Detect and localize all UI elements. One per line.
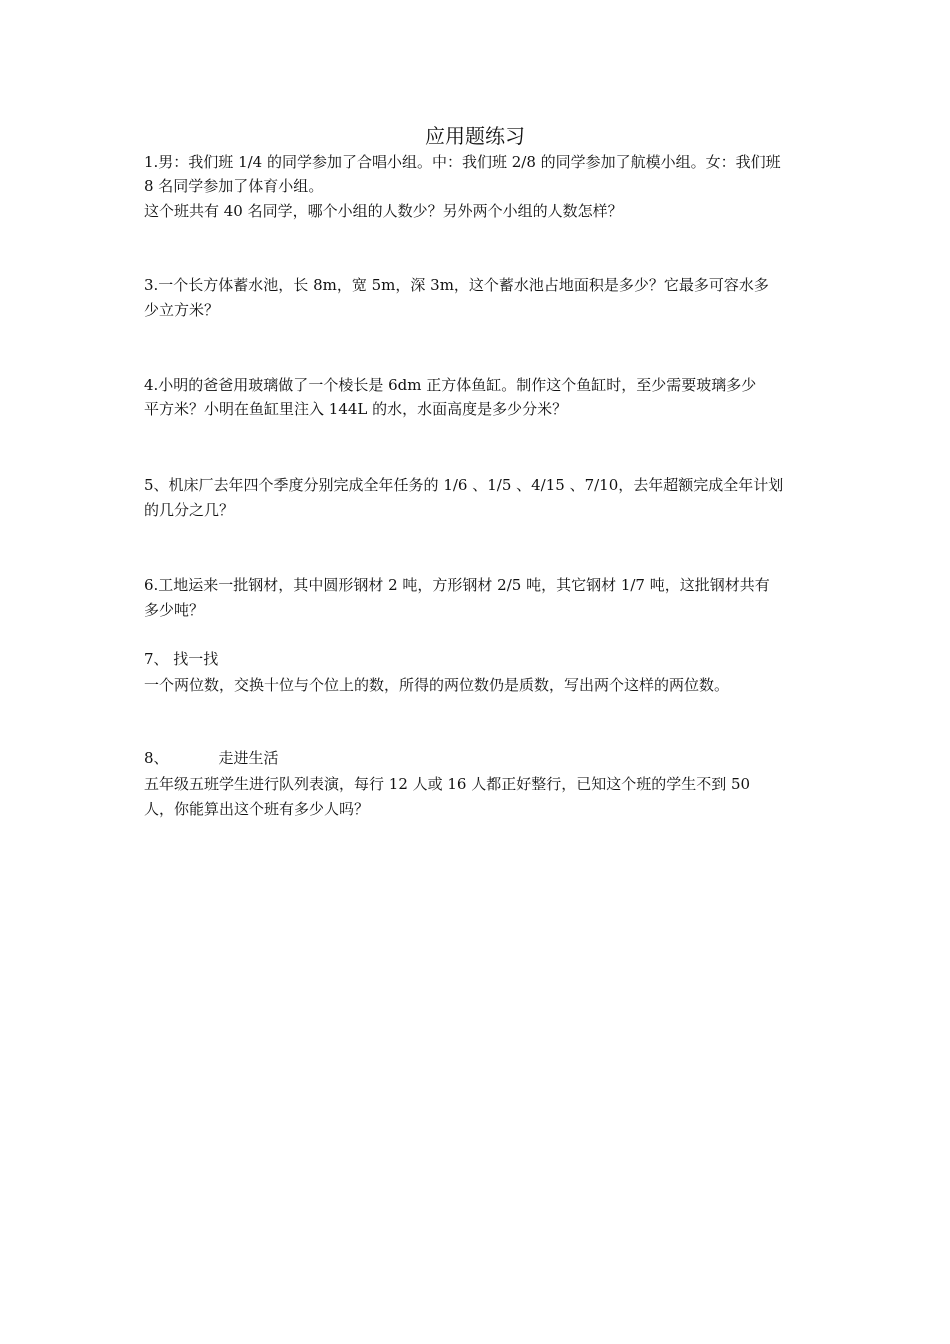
question-5-line-1: 5、机床厂去年四个季度分别完成全年任务的 1/6 、1/5 、4/15 、7/10，去年超额完成全年计划 [144,476,784,494]
question-6-line-2: 多少吨？ [144,601,205,619]
question-8-heading: 走进生活 [218,749,279,767]
question-4-line-1: 4.小明的爸爸用玻璃做了一个棱长是 6dm 正方体鱼缸。制作这个鱼缸时，至少需要玻璃多少 [144,376,757,394]
question-5-line-2: 的几分之几？ [144,501,235,519]
question-8-number: 8、 [144,749,169,767]
question-8-heading-row [144,746,814,770]
question-1-line-2: 8 名同学参加了体育小组。 [144,177,324,195]
question-4-line-2: 平方米？小明在鱼缸里注入 144L 的水，水面高度是多少分米？ [144,400,568,418]
question-1-line-3: 这个班共有 40 名同学，哪个小组的人数少？另外两个小组的人数怎样？ [144,202,623,220]
question-7-heading: 7、 找一找 [144,650,219,668]
question-3-line-2: 少立方米？ [144,301,220,319]
question-1-line-1: 1.男：我们班 1/4 的同学参加了合唱小组。中：我们班 2/8 的同学参加了航模小组。女：我们班 [144,153,781,171]
question-3-line-1: 3.一个长方体蓄水池，长 8m，宽 5m，深 3m，这个蓄水池占地面积是多少？它最多可容水多 [144,276,769,294]
page-title: 应用题练习 [425,124,525,148]
question-8-line-1: 五年级五班学生进行队列表演，每行 12 人或 16 人都正好整行，已知这个班的学生不到 50 [144,775,751,793]
question-6-line-1: 6.工地运来一批钢材，其中圆形钢材 2 吨，方形钢材 2/5 吨，其它钢材 1/7 吨，这批钢材共有 [144,576,770,594]
question-7-line-1: 一个两位数，交换十位与个位上的数，所得的两位数仍是质数，写出两个这样的两位数。 [144,676,730,694]
question-8-line-2: 人，你能算出这个班有多少人吗？ [144,800,370,818]
